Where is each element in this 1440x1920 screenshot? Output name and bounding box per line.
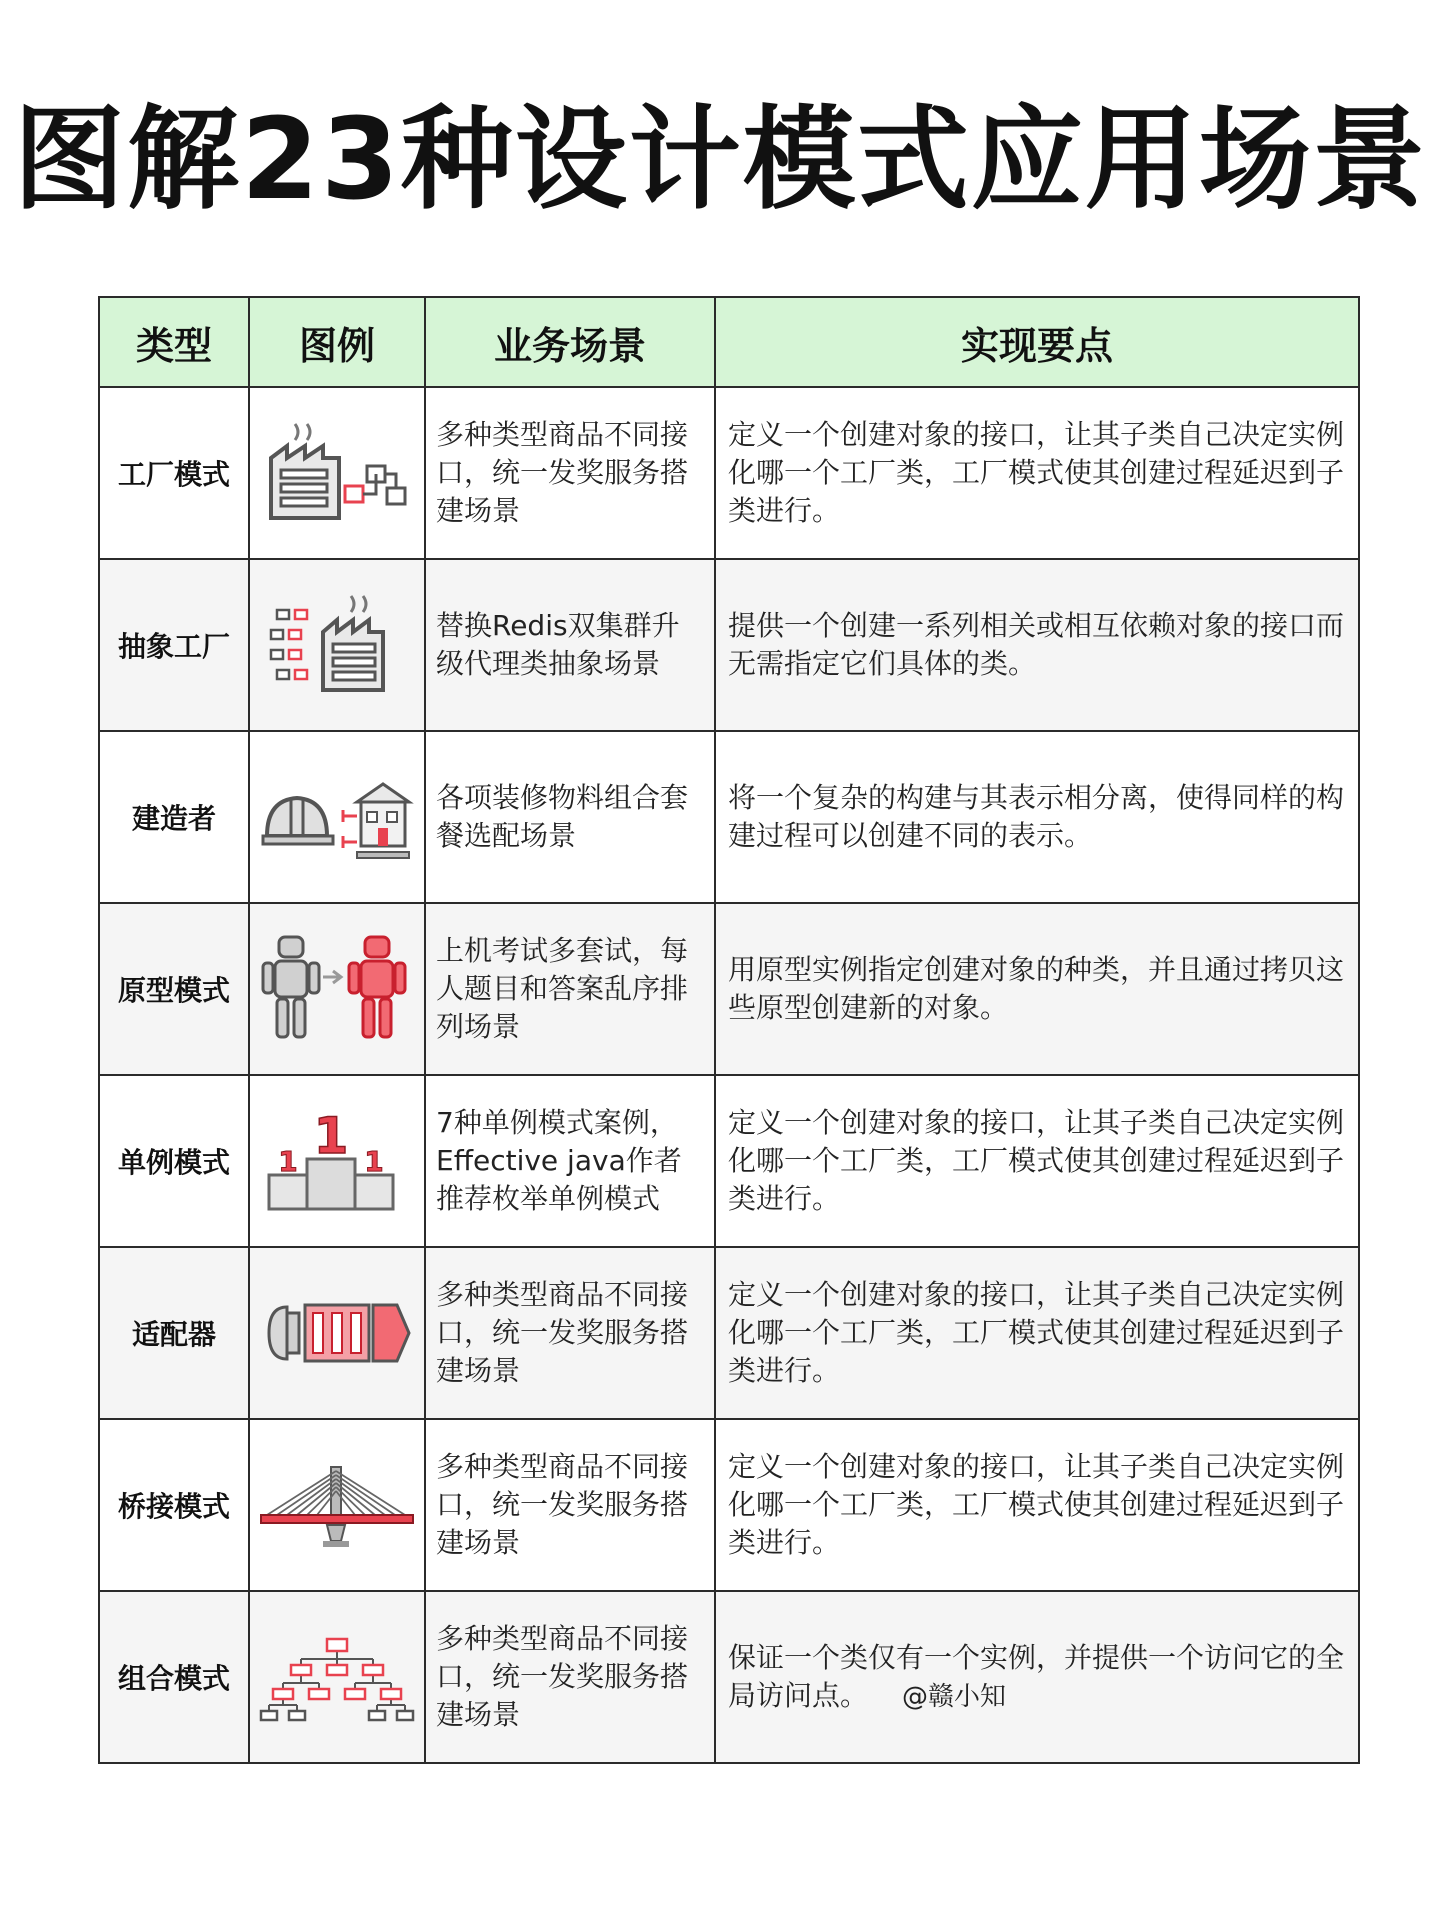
implementation-text: 保证一个类仅有一个实例，并提供一个访问它的全局访问点。 xyxy=(728,1640,1345,1712)
header-icon: 图例 xyxy=(249,297,425,387)
implementation-point: 定义一个创建对象的接口，让其子类自己决定实例化哪一个工厂类，工厂模式使其创建过程延迟到子类进行。 xyxy=(715,1075,1359,1247)
patterns-table xyxy=(98,296,1360,1764)
implementation-point: 定义一个创建对象的接口，让其子类自己决定实例化哪一个工厂类，工厂模式使其创建过程延迟到子类进行。 xyxy=(715,1419,1359,1591)
prototype-robot-icon xyxy=(257,929,417,1049)
business-scene: 替换Redis双集群升级代理类抽象场景 xyxy=(425,559,715,731)
table-row xyxy=(99,1075,1359,1247)
table-row xyxy=(99,1247,1359,1419)
author-signature: @赣小知 xyxy=(902,1681,1007,1712)
adapter-icon xyxy=(257,1283,417,1383)
svg-text:1: 1 xyxy=(364,1145,384,1178)
abstract-factory-icon xyxy=(257,590,417,700)
implementation-point: 定义一个创建对象的接口，让其子类自己决定实例化哪一个工厂类，工厂模式使其创建过程延迟到子类进行。 xyxy=(715,1247,1359,1419)
table-header-row xyxy=(99,297,1359,387)
implementation-point: 提供一个创建一系列相关或相互依赖对象的接口而无需指定它们具体的类。 xyxy=(715,559,1359,731)
header-impl: 实现要点 xyxy=(715,297,1359,387)
pattern-type: 建造者 xyxy=(99,731,249,903)
svg-text:1: 1 xyxy=(278,1145,298,1178)
pattern-type: 适配器 xyxy=(99,1247,249,1419)
pattern-type: 抽象工厂 xyxy=(99,559,249,731)
builder-icon xyxy=(257,762,417,872)
business-scene: 多种类型商品不同接口，统一发奖服务搭建场景 xyxy=(425,1591,715,1763)
pattern-type: 组合模式 xyxy=(99,1591,249,1763)
page-title: 图解23种设计模式应用场景 xyxy=(13,95,1427,225)
implementation-point xyxy=(715,1591,1359,1763)
pattern-type: 原型模式 xyxy=(99,903,249,1075)
business-scene: 7种单例模式案例，Effective java作者推荐枚举单例模式 xyxy=(425,1075,715,1247)
table-row xyxy=(99,559,1359,731)
table-row xyxy=(99,1591,1359,1763)
table-row xyxy=(99,731,1359,903)
business-scene: 多种类型商品不同接口，统一发奖服务搭建场景 xyxy=(425,387,715,559)
bridge-icon xyxy=(257,1455,417,1555)
business-scene: 各项装修物料组合套餐选配场景 xyxy=(425,731,715,903)
singleton-podium-icon xyxy=(257,1101,417,1221)
business-scene: 上机考试多套试，每人题目和答案乱序排列场景 xyxy=(425,903,715,1075)
table-row xyxy=(99,1419,1359,1591)
pattern-type: 桥接模式 xyxy=(99,1419,249,1591)
header-scene: 业务场景 xyxy=(425,297,715,387)
pattern-type: 工厂模式 xyxy=(99,387,249,559)
table-row xyxy=(99,903,1359,1075)
header-type: 类型 xyxy=(99,297,249,387)
svg-text:1: 1 xyxy=(313,1107,349,1165)
table-row xyxy=(99,387,1359,559)
implementation-point: 用原型实例指定创建对象的种类，并且通过拷贝这些原型创建新的对象。 xyxy=(715,903,1359,1075)
business-scene: 多种类型商品不同接口，统一发奖服务搭建场景 xyxy=(425,1419,715,1591)
factory-icon xyxy=(257,418,417,528)
composite-tree-icon xyxy=(257,1627,417,1727)
implementation-point: 定义一个创建对象的接口，让其子类自己决定实例化哪一个工厂类，工厂模式使其创建过程延迟到子类进行。 xyxy=(715,387,1359,559)
implementation-point: 将一个复杂的构建与其表示相分离，使得同样的构建过程可以创建不同的表示。 xyxy=(715,731,1359,903)
pattern-type: 单例模式 xyxy=(99,1075,249,1247)
business-scene: 多种类型商品不同接口，统一发奖服务搭建场景 xyxy=(425,1247,715,1419)
